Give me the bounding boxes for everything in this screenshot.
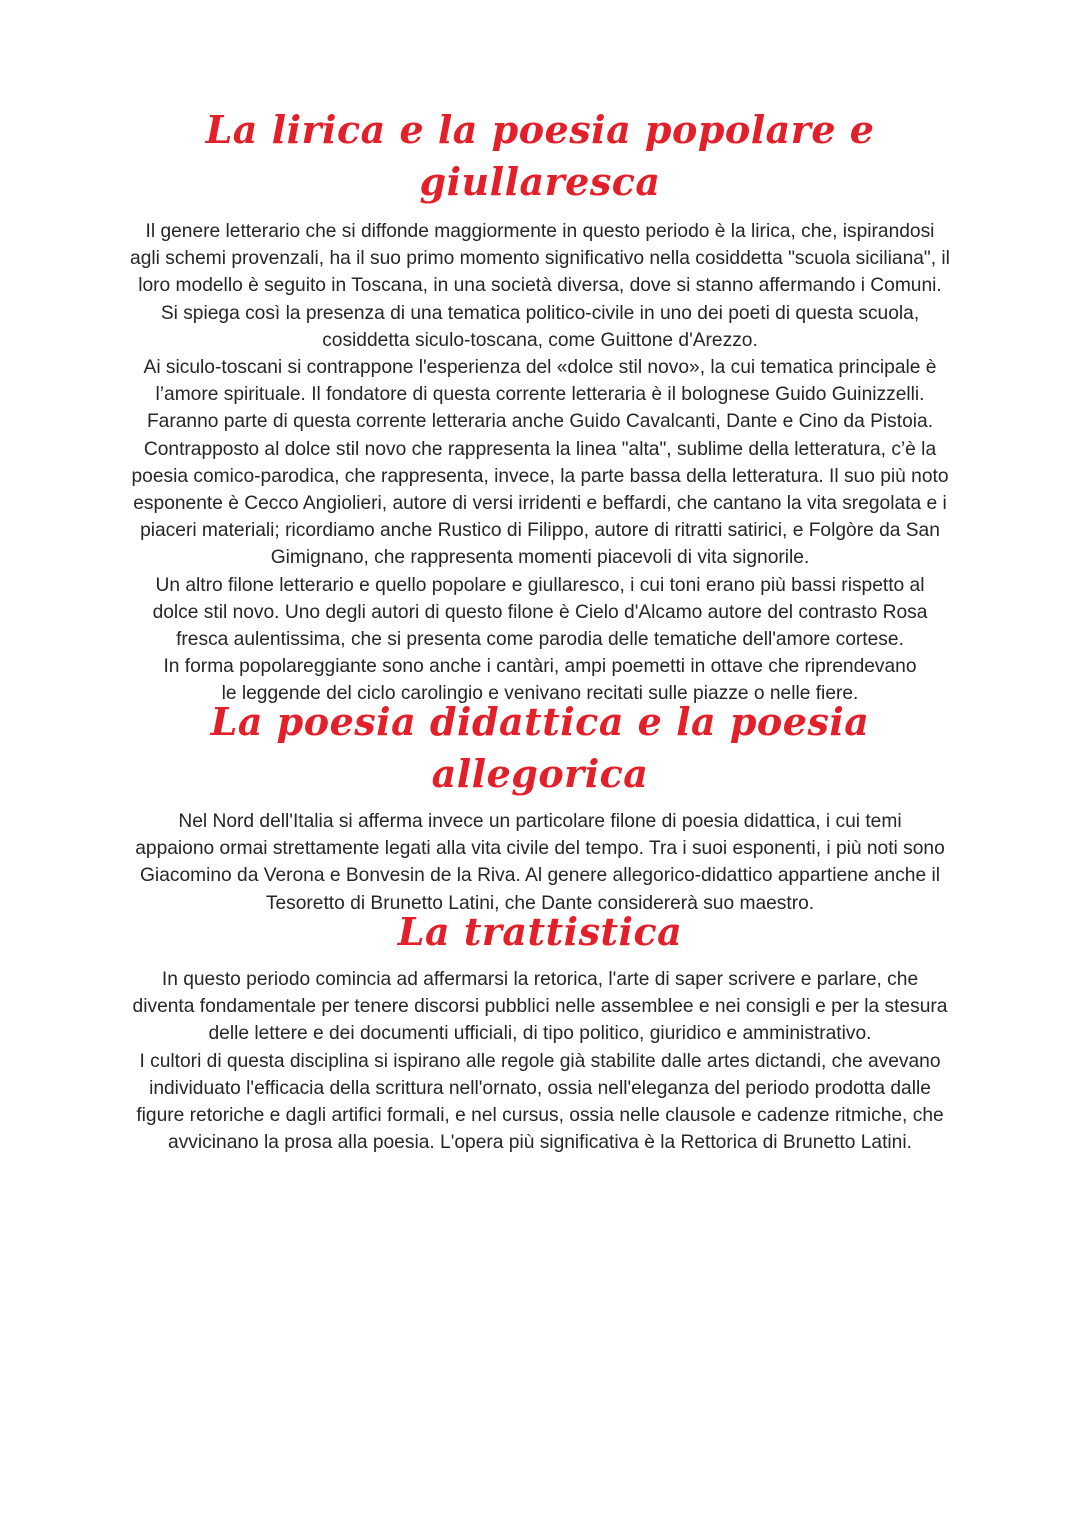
text-line: Giacomino da Verona e Bonvesin de la Riva. Al genere allegorico-didattico appartiene anche il (140, 865, 940, 887)
section-heading: La lirica e la poesia popolare e giullaresca (205, 107, 875, 204)
text-line: poesia comico-parodica, che rappresenta, invece, la parte bassa della letteratura. Il suo più noto (131, 465, 949, 487)
text-line: Un altro filone letterario e quello popolare e giullaresco, i cui toni erano più bassi rispetto al (155, 574, 925, 596)
text-line: individuato l'efficacia della scrittura nell'ornato, ossia nell'eleganza del periodo prodotta dalle (149, 1077, 931, 1099)
text-line: figure retoriche e dagli artifici formali, e nel cursus, ossia nelle clausole e cadenze ritmiche, che (136, 1105, 944, 1127)
text-line: In forma popolareggiante sono anche i cantàri, ampi poemetti in ottave che riprendevano (163, 656, 917, 678)
section-lirica (100, 104, 980, 708)
text-line: Gimignano, che rappresenta momenti piacevoli di vita signorile. (270, 547, 810, 569)
text-line: In questo periodo comincia ad affermarsi la retorica, l'arte di saper scrivere e parlare, che (161, 969, 919, 990)
text-line: piaceri materiali; ricordiamo anche Rustico di Filippo, autore di ritratti satirici, e Folgòre da San (140, 520, 940, 542)
section-body (100, 808, 980, 917)
section-trattistica (100, 906, 980, 1156)
text-line: Nel Nord dell'Italia si afferma invece un particolare filone di poesia didattica, i cui temi (178, 811, 902, 832)
text-line: le leggende del ciclo carolingio e venivano recitati sulle piazze o nelle fiere. (221, 683, 859, 705)
text-line: fresca aulentissima, che si presenta come parodia delle tematiche dell'amore cortese. (176, 629, 904, 651)
text-line: l’amore spirituale. Il fondatore di questa corrente letteraria è il bolognese Guido Guinizzelli. (155, 384, 925, 406)
section-heading: La trattistica (397, 909, 683, 954)
text-line: I cultori di questa disciplina si ispirano alle regole già stabilite dalle artes dictandi, che avevano (139, 1050, 941, 1072)
text-line: Tesoretto di Brunetto Latini, che Dante considererà suo maestro. (265, 892, 815, 914)
text-line: avvicinano la prosa alla poesia. L'opera più significativa è la Rettorica di Brunetto Latini. (168, 1132, 912, 1154)
text-line: esponente è Cecco Angiolieri, autore di versi irridenti e beffardi, che cantano la vita sregolata e i (133, 493, 947, 515)
text-line: agli schemi provenzali, ha il suo primo momento significativo nella cosiddetta "scuola siciliana", il (130, 248, 950, 270)
text-line: Ai siculo-toscani si contrappone l'esperienza del «dolce stil novo», la cui tematica principale è (143, 357, 937, 379)
section-body (100, 966, 980, 1156)
text-line: Contrapposto al dolce stil novo che rappresenta la linea "alta", sublime della letteratura, c’è la (143, 438, 937, 460)
text-line: cosiddetta siculo-toscana, come Guittone d'Arezzo. (322, 329, 758, 351)
text-line: Faranno parte di questa corrente letteraria anche Guido Cavalcanti, Dante e Cino da Pistoia. (146, 411, 934, 433)
section-poesia-didattica (100, 696, 980, 917)
text-line: diventa fondamentale per tenere discorsi pubblici nelle assemblee e nei consigli e per la stesura (132, 996, 948, 1018)
section-body (100, 218, 980, 708)
text-line: appaiono ormai strettamente legati alla vita civile del tempo. Tra i suoi esponenti, i più noti sono (135, 838, 945, 860)
text-line: Si spiega così la presenza di una tematica politico-civile in uno dei poeti di questa scuola, (160, 302, 920, 324)
text-line: delle lettere e dei documenti ufficiali, di tipo politico, giuridico e amministrativo. (208, 1023, 872, 1045)
text-line: loro modello è seguito in Toscana, in una società diversa, dove si stanno affermando i Comuni. (138, 275, 942, 297)
text-line: Il genere letterario che si diffonde maggiormente in questo periodo è la lirica, che, ispirandosi (145, 221, 935, 242)
text-line: dolce stil novo. Uno degli autori di questo filone è Cielo d'Alcamo autore del contrasto Rosa (152, 601, 928, 623)
section-heading: La poesia didattica e la poesia allegorica (210, 699, 870, 796)
